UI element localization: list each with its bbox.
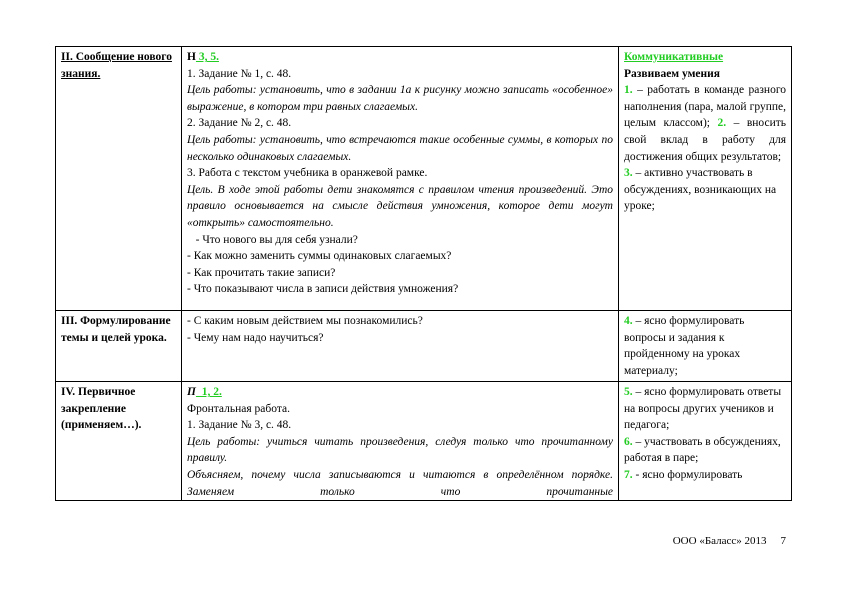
- skill-item: [624, 434, 786, 467]
- skill-text: – ясно формулировать вопросы и задания к пройденному на уроках материалу;: [624, 315, 745, 377]
- skill-item: [624, 165, 786, 215]
- header-numbers: 3, 5.: [195, 51, 219, 63]
- stage-title: II. Сообщение нового знания.: [61, 51, 172, 80]
- skill-number: 7.: [624, 468, 633, 481]
- skill-item: [624, 384, 786, 434]
- skills-subtitle: Развиваем умения: [624, 67, 721, 80]
- header-letter: Н: [187, 51, 196, 63]
- question-line: - С каким новым действием мы познакомились?: [187, 315, 423, 327]
- skill-number: 2.: [717, 117, 727, 130]
- table-row: [56, 311, 792, 382]
- skill-number: 3.: [624, 167, 633, 180]
- skill-text: – ясно формулировать ответы на вопросы других учеников и педагога;: [624, 386, 782, 432]
- task-line: 3. Работа с текстом учебника в оранжевой рамке.: [187, 167, 428, 180]
- footer-publisher: ООО «Баласс» 2013: [672, 535, 767, 547]
- page-number: 7: [780, 535, 786, 547]
- skills-cell: [619, 382, 792, 501]
- table-row: [56, 47, 792, 311]
- skill-text: – участвовать в обсуждениях, работая в паре;: [624, 435, 781, 465]
- question-line: - Чему нам надо научиться?: [187, 331, 324, 344]
- skill-number: 6.: [624, 435, 633, 448]
- task-line: Фронтальная работа.: [187, 402, 290, 415]
- stage-title: III. Формулирование темы и целей урока.: [61, 315, 171, 344]
- skill-number: 5.: [624, 386, 633, 398]
- section-header: [187, 49, 613, 66]
- header-letter: П: [187, 386, 196, 398]
- section-header: [187, 384, 613, 401]
- skill-text: – активно участвовать в обсуждениях, возникающих на уроке;: [624, 167, 777, 213]
- goal-line: Цель. В ходе этой работы дети знакомятся с правилом чтения произведений. Это правило основывается на смысле действия умножения, которое дети могут «открыть» самостоятельно.: [187, 183, 613, 229]
- goal-line: Объясняем, почему числа записываются и читаются в определённом порядке. Заменяем только что прочитанные: [187, 468, 613, 498]
- skill-number: 4.: [624, 315, 633, 327]
- goal-line: Цель работы: установить, что встречаются такие особенные суммы, в которых по несколько одинаковых слагаемых.: [187, 133, 613, 163]
- goal-line: Цель работы: учиться читать произведения, следуя только что прочитанному правилу.: [187, 435, 613, 465]
- skills-title: Коммуникативные: [624, 51, 724, 63]
- question-line: - Что показывают числа в записи действия умножения?: [187, 283, 459, 296]
- stage-cell: [56, 47, 182, 311]
- task-line: 1. Задание № 1, с. 48.: [187, 67, 292, 80]
- skills-cell: [619, 311, 792, 382]
- skill-item: [624, 467, 786, 484]
- activity-cell: [182, 311, 619, 382]
- skills-cell: [619, 47, 792, 311]
- task-line: 2. Задание № 2, с. 48.: [187, 117, 292, 130]
- skill-text: – вносить свой вклад в работу для достижения общих результатов;: [624, 117, 787, 163]
- page-footer: [673, 535, 786, 547]
- header-numbers: 1, 2.: [195, 386, 222, 398]
- stage-title: IV. Первичное закрепление (применяем…).: [61, 386, 142, 432]
- skill-item: [624, 82, 786, 165]
- question-line: - Как можно заменить суммы одинаковых слагаемых?: [187, 250, 452, 263]
- skill-text: – работать в команде разного наполнения (пара, малой группе, целым классом);: [624, 84, 786, 130]
- activity-cell: [182, 382, 619, 501]
- goal-line: Цель работы: установить, что в задании 1а к рисунку можно записать «особенное» выражение, в котором три равных слагаемых.: [187, 84, 613, 113]
- stage-cell: [56, 382, 182, 501]
- lesson-plan-table: [55, 46, 792, 501]
- stage-cell: [56, 311, 182, 382]
- skill-text: - ясно формулировать: [632, 468, 743, 481]
- table-row: [56, 382, 792, 501]
- activity-cell: [182, 47, 619, 311]
- task-line: 1. Задание № 3, с. 48.: [187, 419, 292, 432]
- skill-number: 1.: [624, 84, 633, 97]
- question-line: - Как прочитать такие записи?: [187, 266, 336, 279]
- skill-item: [624, 313, 786, 379]
- question-line: - Что нового вы для себя узнали?: [187, 233, 358, 246]
